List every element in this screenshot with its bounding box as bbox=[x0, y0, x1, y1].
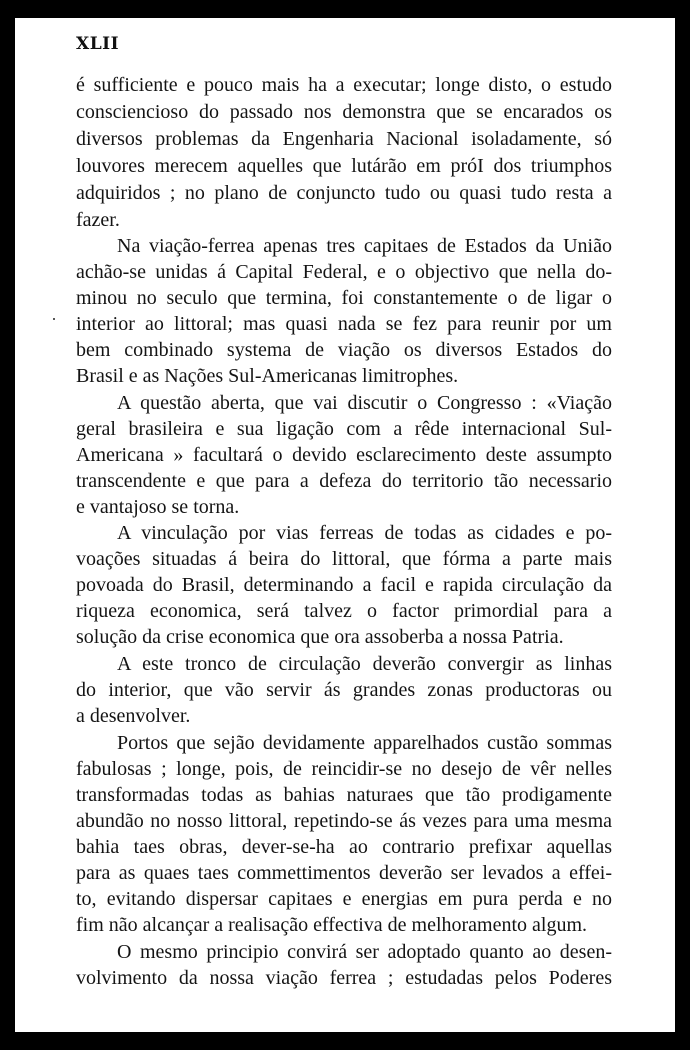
text-line: transcendente e que para a defeza do territorio tão necessario bbox=[76, 470, 612, 492]
text-line: A vinculação por vias ferreas de todas as cidades e po- bbox=[117, 522, 612, 544]
text-line: transformadas todas as bahias naturaes que tão prodigamente bbox=[76, 784, 612, 806]
text-line: povoada do Brasil, determinando a facil e rapida circulação da bbox=[76, 574, 612, 596]
text-line: to, evitando dispersar capitaes e energias em pura perda e no bbox=[76, 888, 612, 910]
text-line: volvimento da nossa viação ferrea ; estudadas pelos Poderes bbox=[76, 967, 612, 989]
text-line: e vantajoso se torna. bbox=[76, 496, 240, 518]
text-line: geral brasileira e sua ligação com a rêde internacional Sul- bbox=[76, 418, 612, 440]
text-line: consciencioso do passado nos demonstra que se encarados os bbox=[76, 101, 612, 123]
text-line: achão-se unidas á Capital Federal, e o objectivo que nella do- bbox=[76, 261, 612, 283]
text-line: voações situadas á beira do littoral, que fórma a parte mais bbox=[76, 548, 612, 570]
text-line: diversos problemas da Engenharia Nacional isoladamente, só bbox=[76, 128, 612, 150]
text-line: louvores merecem aquelles que lutárão em próI dos triumphos bbox=[76, 155, 612, 177]
text-line: interior ao littoral; mas quasi nada se fez para reunir por um bbox=[76, 313, 612, 335]
text-line: O mesmo principio convirá ser adoptado quanto ao desen- bbox=[117, 941, 612, 963]
text-line: fabulosas ; longe, pois, de reincidir-se no desejo de vêr nelles bbox=[76, 758, 612, 780]
text-line: fim não alcançar a realisação effectiva de melhoramento algum. bbox=[76, 914, 588, 936]
text-line: Brasil e as Nações Sul-Americanas limitrophes. bbox=[76, 365, 459, 387]
text-line: Portos que sejão devidamente apparelhados custão sommas bbox=[117, 732, 612, 754]
text-line: adquiridos ; no plano de conjuncto tudo ou quasi tudo resta a bbox=[76, 182, 612, 204]
text-line: bem combinado systema de viação os diversos Estados do bbox=[76, 339, 612, 361]
text-line: minou no seculo que termina, foi constantemente o de ligar o bbox=[76, 287, 612, 309]
text-line: é sufficiente e pouco mais ha a executar; longe disto, o estudo bbox=[76, 74, 612, 96]
text-line: fazer. bbox=[76, 209, 120, 231]
text-line: Americana » facultará o devido esclarecimento deste assumpto bbox=[76, 444, 612, 466]
text-line: solução da crise economica que ora assoberba a nossa Patria. bbox=[76, 626, 564, 648]
text-line: do interior, que vão servir ás grandes zonas productoras ou bbox=[76, 679, 612, 701]
text-line: riqueza economica, será talvez o factor primordial para a bbox=[76, 600, 612, 622]
page-number: XLII bbox=[76, 34, 120, 54]
text-line: a desenvolver. bbox=[76, 705, 191, 727]
text-line: abundão no nosso littoral, repetindo-se ás vezes para uma mesma bbox=[76, 810, 612, 832]
text-line: A este tronco de circulação deverão convergir as linhas bbox=[117, 653, 612, 675]
text-line: Na viação-ferrea apenas tres capitaes de Estados da União bbox=[117, 235, 612, 257]
text-line: bahia taes obras, dever-se-ha ao contrario prefixar aquellas bbox=[76, 836, 612, 858]
margin-speck bbox=[53, 318, 55, 320]
text-line: A questão aberta, que vai discutir o Congresso : «Viação bbox=[117, 392, 612, 414]
book-page bbox=[15, 18, 675, 1032]
text-line: para as quaes taes commettimentos deverão ser levados a effei- bbox=[76, 862, 612, 884]
